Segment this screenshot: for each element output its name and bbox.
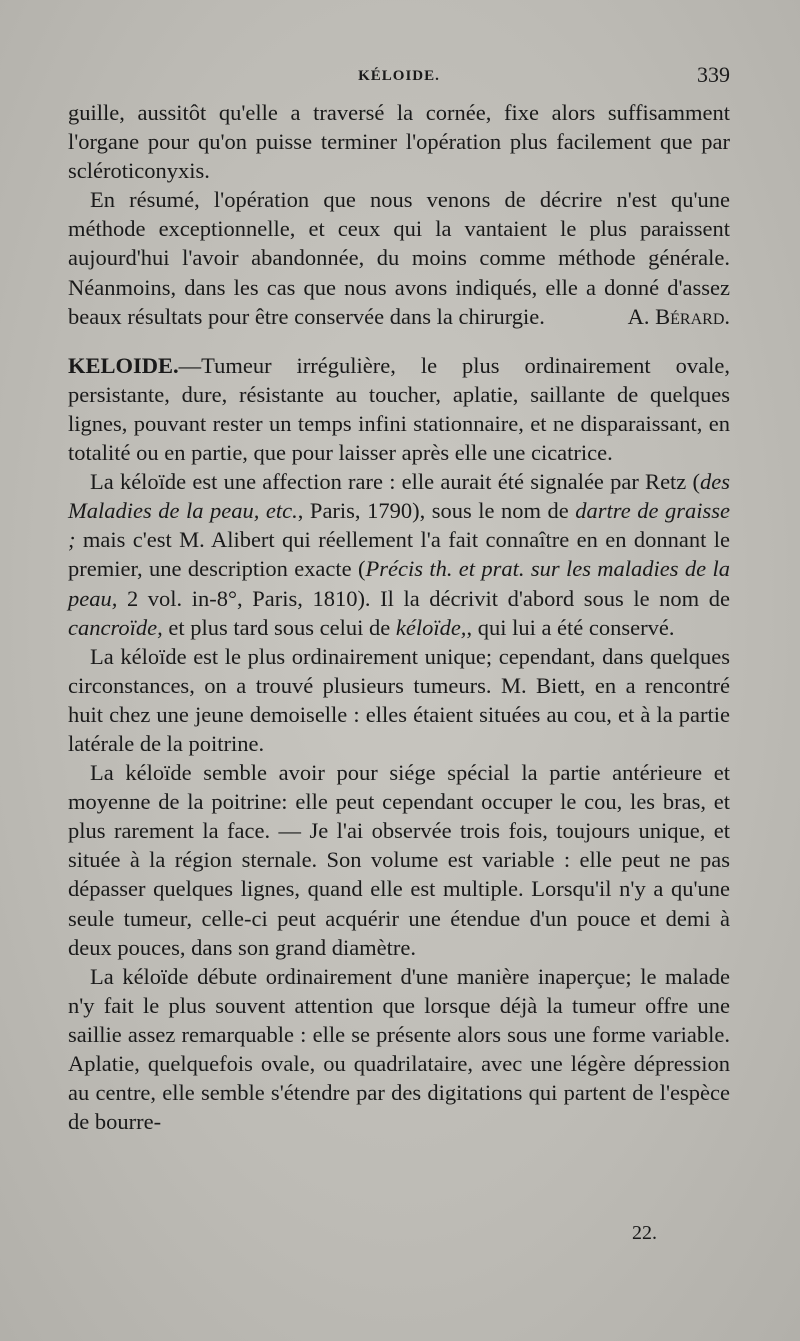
history-italic-5: kéloïde, bbox=[395, 614, 467, 640]
history-text-d: 2 vol. in-8°, Paris, 1810). Il la décrivit d'abord sous le nom de bbox=[117, 585, 730, 611]
paragraph-2 bbox=[68, 185, 730, 330]
paragraph-keloide-definition bbox=[68, 351, 730, 467]
paragraph-number: La kéloïde est le plus ordinairement unique; cependant, dans quelques circonstances, on a trouvé plusieurs tumeurs. M. Biett, en a rencontré huit chez une jeune demoiselle : elles étaient situées au cou, et à la partie latérale de la poitrine. bbox=[68, 643, 730, 756]
paragraph-2-text: En résumé, l'opération que nous venons de décrire n'est qu'une méthode exceptionnelle, et ceux qui la vantaient le plus paraissent aujourd'hui l'avoir abandonnée, du moins comme méthode générale. Néanmoins, dans les cas que nous avons indiqués, elle a donné d'assez beaux résultats pour être conservée dans la chirurgie. bbox=[68, 187, 730, 329]
paragraph-location: La kéloïde semble avoir pour siége spécial la partie antérieure et moyenne de la poitrine: elle peut cependant occuper le cou, les bras, et plus rarement la face. — Je l'ai observée trois fois, toujours unique, et située à la région sternale. Son volume est variable : elle peut ne pas dépasser quelques lignes, quand elle est multiple. Lorsqu'il n'y a qu'une seule tumeur, celle-ci peut acquérir une étendue d'un pouce et demi à deux pouces, dans son grand diamètre. bbox=[68, 760, 730, 960]
author-signature: A. Bérard. bbox=[627, 303, 730, 329]
paragraph-history bbox=[68, 467, 730, 642]
definition-text: —Tumeur irrégulière, le plus ordinairement ovale, persistante, dure, résistante au toucher, aplatie, saillante de quelques lignes, pouvant rester un temps infini stationnaire, et ne disparaissant, en totalité ou en partie, que pour laisser après elle une cicatrice. bbox=[68, 352, 730, 466]
entry-keyword: KELOIDE. bbox=[68, 352, 179, 378]
history-text-f: , qui lui a été conservé. bbox=[466, 614, 675, 640]
page-header bbox=[68, 62, 730, 92]
history-text-b: , Paris, 1790), sous le nom de bbox=[297, 498, 576, 524]
section-gap bbox=[68, 331, 730, 351]
history-text-c: mais c'est M. Alibert qui réellement l'a fait connaître en en donnant le premier, une description exacte ( bbox=[68, 527, 730, 582]
history-text-a: La kéloïde est une affection rare : elle aurait été signalée par Retz ( bbox=[90, 469, 700, 495]
signature-mark: 22. bbox=[632, 1222, 657, 1244]
history-text-e: et plus tard sous celui de bbox=[162, 614, 396, 640]
paragraph-onset: La kéloïde débute ordinairement d'une manière inaperçue; le malade n'y fait le plus souvent attention que lorsque déjà la tumeur offre une saillie assez remarquable : elle se présente alors sous une forme variable. Aplatie, quelquefois ovale, ou quadrilataire, avec une légère dépression au centre, elle semble s'étendre par des digitations qui partent de l'espèce de bourre- bbox=[68, 963, 730, 1135]
history-italic-2: dartre de graisse ; bbox=[68, 498, 730, 553]
history-italic-1: des Maladies de la peau, etc. bbox=[68, 469, 730, 524]
history-italic-3: Précis th. et prat. sur les maladies de la peau, bbox=[68, 556, 730, 611]
running-title: KÉLOIDE. bbox=[358, 68, 440, 84]
page-number: 339 bbox=[697, 62, 730, 87]
paragraph-1: guille, aussitôt qu'elle a traversé la cornée, fixe alors suffisamment l'organe pour qu'on puisse terminer l'opération plus facilement que par scléroticonyxis. bbox=[68, 100, 730, 184]
body-text bbox=[68, 98, 730, 1136]
history-italic-4: cancroïde, bbox=[68, 614, 163, 640]
